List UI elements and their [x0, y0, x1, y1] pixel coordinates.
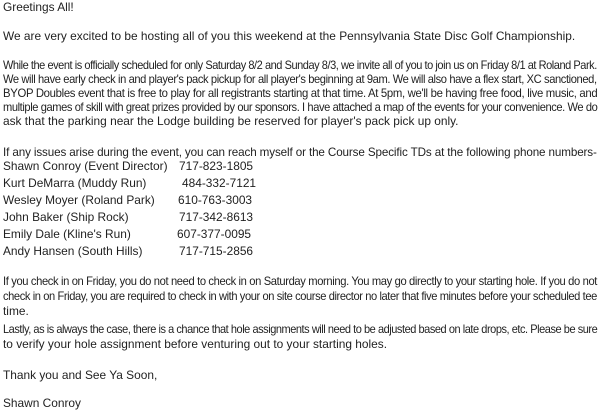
intro-paragraph: We are very excited to be hosting all of you this weekend at the Pennsylvania State Disc Golf Championship.: [3, 29, 576, 43]
greeting: Greetings All!: [3, 0, 74, 14]
contact-phone: 717-715-2856: [179, 244, 254, 258]
contact-phone: 717-342-8613: [179, 210, 254, 224]
paragraph-line: Lastly, as is always the case, there is a chance that hole assignments will need to be adjusted based on late drops, etc. Please be sure: [3, 322, 598, 336]
paragraph-line: While the event is officially scheduled for only Saturday 8/2 and Sunday 8/3, we invite all of you to join us on Friday 8/1 at Roland Park.: [3, 58, 597, 72]
signature: Shawn Conroy: [3, 396, 81, 410]
contact-name: John Baker (Ship Rock): [3, 210, 129, 224]
paragraph-line: If you check in on Friday, you do not need to check in on Saturday morning. You may go directly to your starting hole. If you do not: [3, 274, 598, 288]
contact-phone: 610-763-3003: [178, 193, 253, 207]
contact-phone: 484-332-7121: [182, 176, 257, 190]
contacts-intro: If any issues arise during the event, you can reach myself or the Course Specific TDs at the following phone numbers-: [3, 145, 597, 159]
contact-phone: 717-823-1805: [179, 159, 254, 173]
contact-name: Wesley Moyer (Roland Park): [3, 193, 155, 207]
paragraph-line: multiple games of skill with great prizes provided by our sponsors. I have attached a map of the events for your convenience. We do: [3, 100, 598, 114]
paragraph-line: ask that the parking near the Lodge building be reserved for player's pack pick up only.: [3, 114, 459, 128]
paragraph-line: time.: [3, 304, 29, 318]
contact-name: Shawn Conroy (Event Director): [3, 159, 168, 173]
contact-name: Kurt DeMarra (Muddy Run): [3, 176, 147, 190]
paragraph-line: BYOP Doubles event that is free to play for all registrants starting at that time. At 5pm, we'll be having free food, live music, and: [3, 86, 598, 100]
contact-phone: 607-377-0095: [177, 227, 252, 241]
contact-name: Andy Hansen (South Hills): [3, 244, 143, 258]
contact-name: Emily Dale (Kline's Run): [3, 227, 131, 241]
paragraph-line: check in on Friday, you are required to check in with your on site course director no later that five minutes before your scheduled tee: [3, 289, 597, 303]
paragraph-line: to verify your hole assignment before venturing out to your starting holes.: [3, 337, 388, 351]
signoff: Thank you and See Ya Soon,: [3, 368, 158, 382]
paragraph-line: We will have early check in and player's pack pickup for all player's beginning at 9am. We will also have a flex start, XC sanctioned,: [3, 72, 597, 86]
